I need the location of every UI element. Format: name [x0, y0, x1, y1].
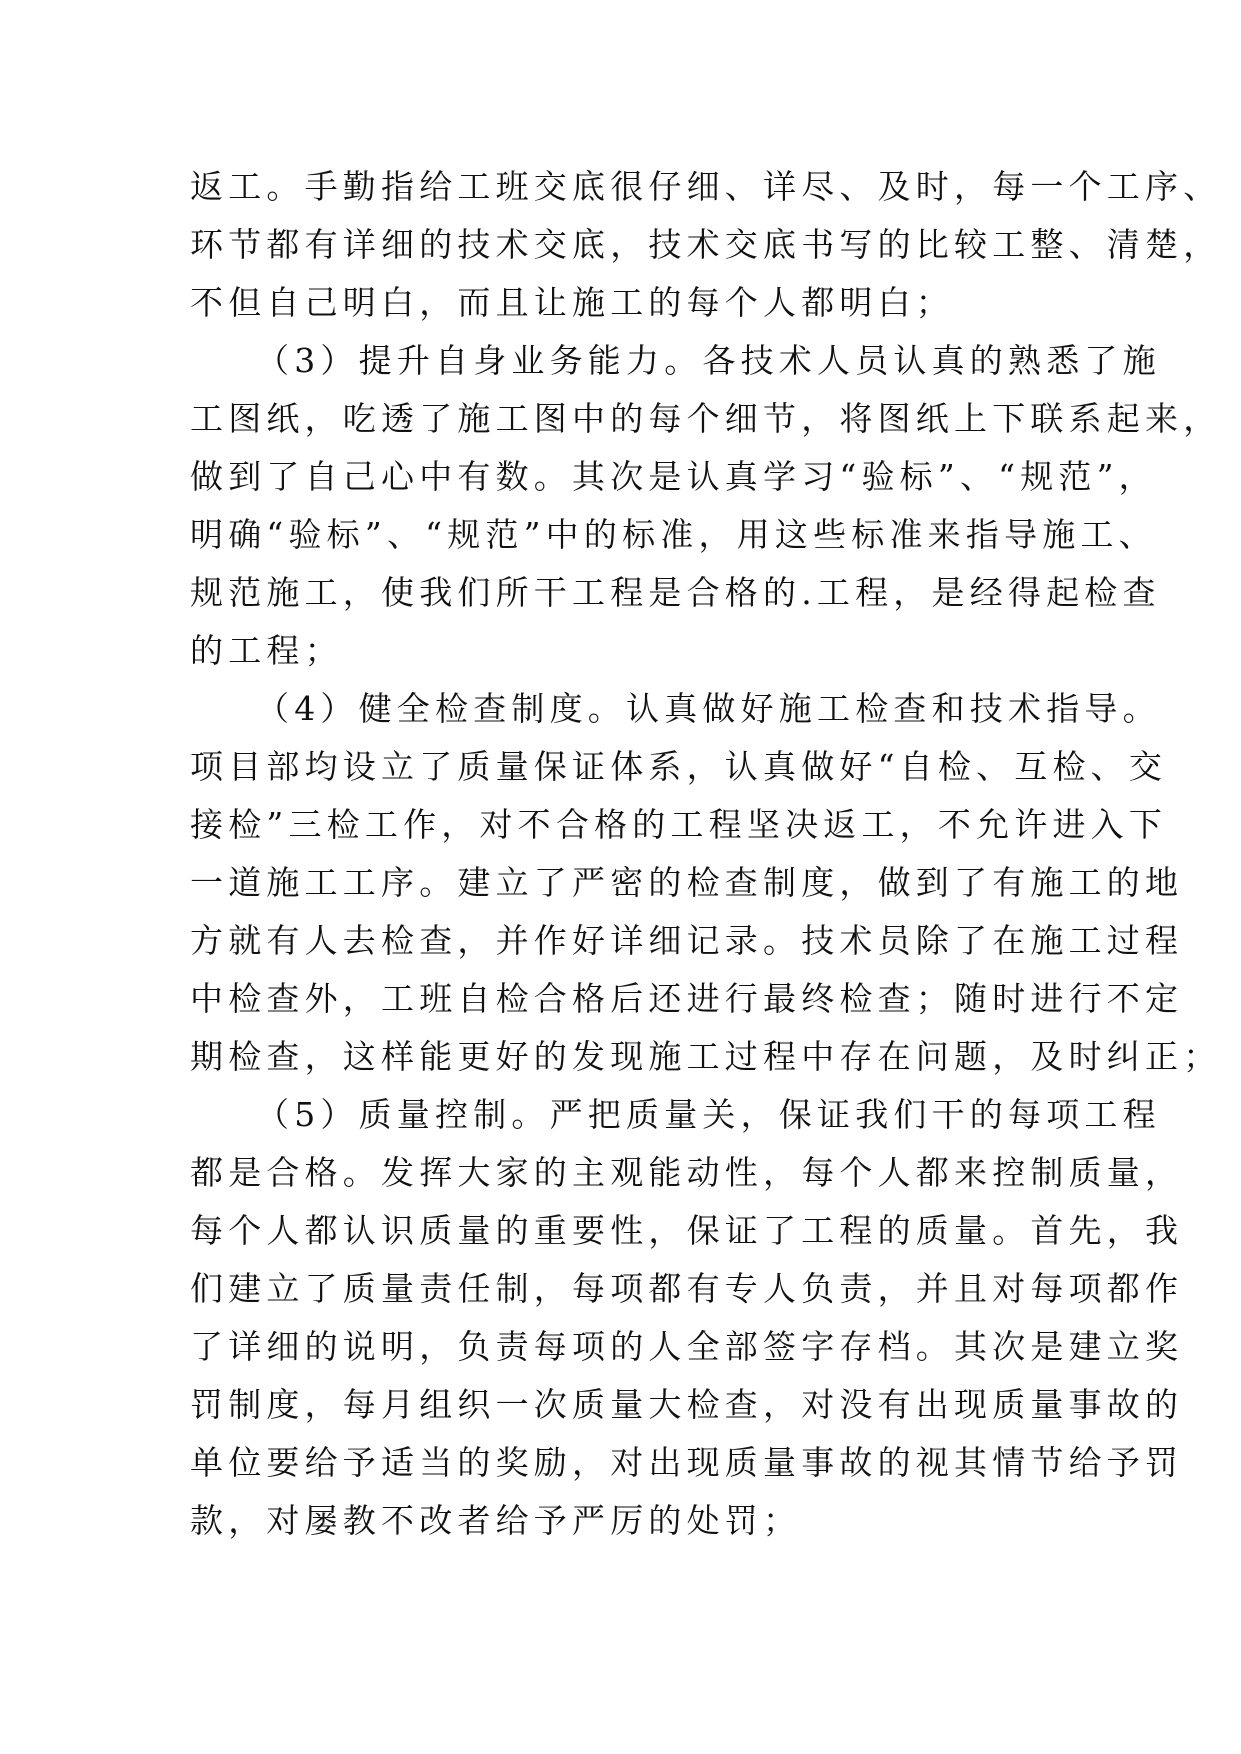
text-line: 中检查外，工班自检合格后还进行最终检查；随时进行不定	[190, 979, 1184, 1018]
text-line: 每个人都认识质量的重要性，保证了工程的质量。首先，我	[190, 1211, 1184, 1250]
text-line: 一道施工工序。建立了严密的检查制度，做到了有施工的地	[190, 863, 1184, 902]
text-line: 环节都有详细的技术交底，技术交底书写的比较工整、清楚，	[190, 225, 1222, 264]
text-line: 规范施工，使我们所干工程是合格的.工程，是经得起检查	[190, 573, 1161, 612]
paragraph-5-heading-line: （5）质量控制。严把质量关，保证我们干的每项工程	[256, 1095, 1161, 1134]
text-line: 方就有人去检查，并作好详细记录。技术员除了在施工过程	[190, 921, 1184, 960]
text-line: 项目部均设立了质量保证体系，认真做好“自检、互检、交	[190, 747, 1168, 786]
text-line: 单位要给予适当的奖励，对出现质量事故的视其情节给予罚	[190, 1443, 1184, 1482]
text-line: 做到了自己心中有数。其次是认真学习“验标”、“规范”，	[190, 457, 1157, 496]
text-line: 返工。手勤指给工班交底很仔细、详尽、及时，每一个工序、	[190, 167, 1222, 206]
text-line: 接检”三检工作，对不合格的工程坚决返工，不允许进入下	[190, 805, 1168, 844]
paragraph-3-heading-line: （3）提升自身业务能力。各技术人员认真的熟悉了施	[256, 341, 1161, 380]
text-line: 们建立了质量责任制，每项都有专人负责，并且对每项都作	[190, 1269, 1184, 1308]
text-line: 期检查，这样能更好的发现施工过程中存在问题，及时纠正；	[190, 1037, 1222, 1076]
text-line: 都是合格。发挥大家的主观能动性，每个人都来控制质量，	[190, 1153, 1184, 1192]
paragraph-4-heading-line: （4）健全检查制度。认真做好施工检查和技术指导。	[256, 689, 1161, 728]
text-line: 不但自己明白，而且让施工的每个人都明白；	[190, 283, 954, 322]
text-line: 款，对屡教不改者给予严厉的处罚；	[190, 1501, 802, 1540]
text-line: 的工程；	[190, 631, 343, 670]
text-line: 明确“验标”、“规范”中的标准，用这些标准来指导施工、	[190, 515, 1157, 554]
text-line: 罚制度，每月组织一次质量大检查，对没有出现质量事故的	[190, 1385, 1184, 1424]
body-text	[190, 158, 1222, 1550]
text-line: 了详细的说明，负责每项的人全部签字存档。其次是建立奖	[190, 1327, 1184, 1366]
text-line: 工图纸，吃透了施工图中的每个细节，将图纸上下联系起来，	[190, 399, 1222, 438]
